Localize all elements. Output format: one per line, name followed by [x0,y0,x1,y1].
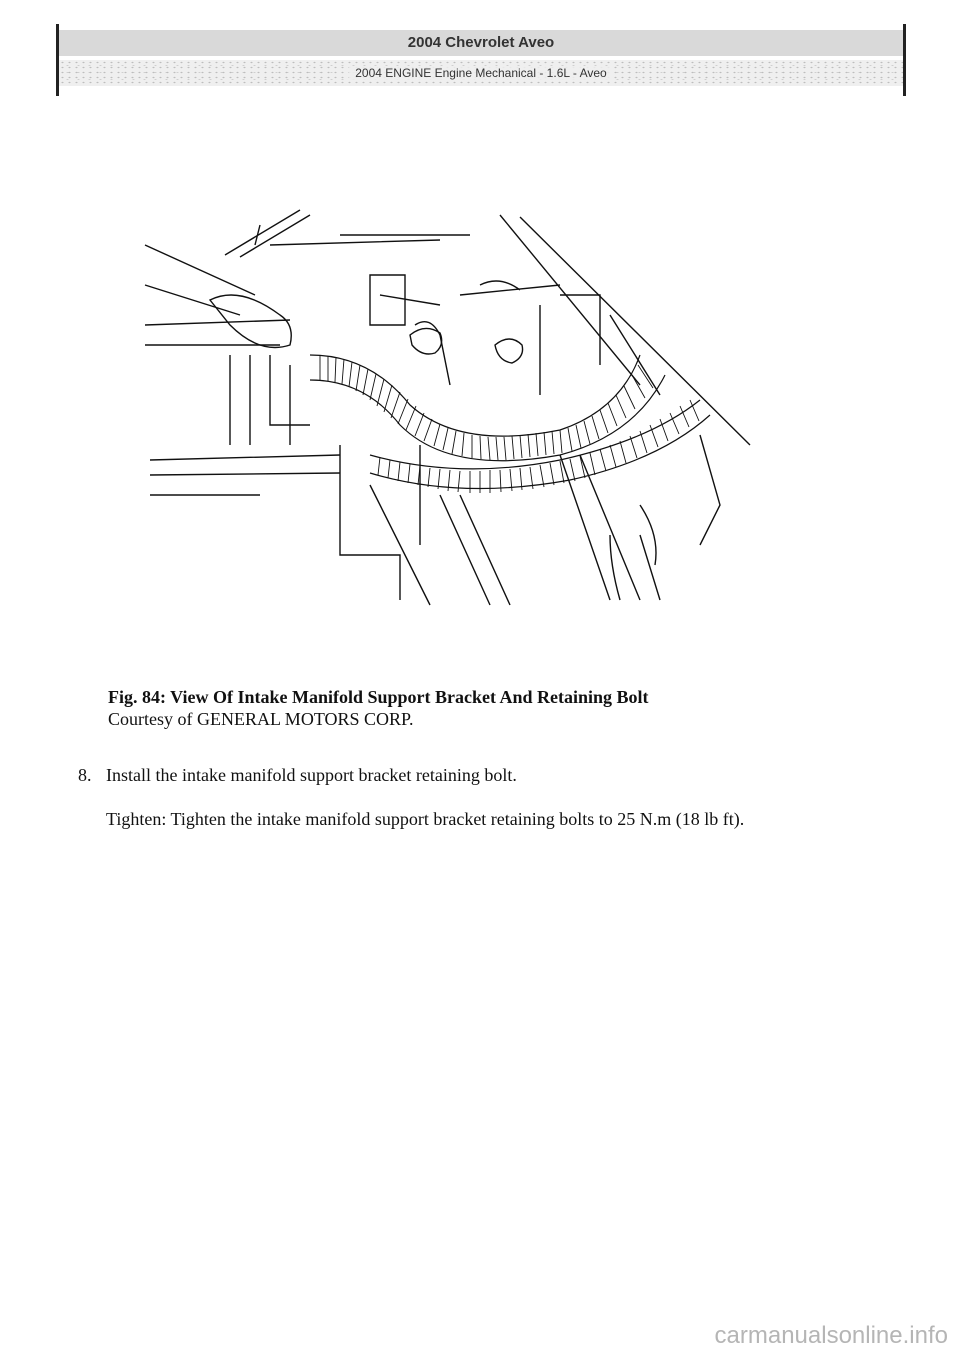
diagram-left-hoses [145,245,340,495]
step-text: Install the intake manifold support bracket retaining bolt. [106,765,517,785]
diagram-bolt [410,328,523,363]
site-watermark: carmanualsonline.info [714,1322,948,1349]
header-title: 2004 Chevrolet Aveo [59,30,903,56]
engine-diagram-figure [140,205,760,610]
header-subtitle-text: 2004 ENGINE Engine Mechanical - 1.6L - Aveo [349,66,612,80]
diagram-components [370,275,600,395]
step-number: 8. [78,765,92,785]
figure-caption [108,686,868,730]
diagram-right-lines [560,435,720,600]
diagram-bracket [230,355,510,605]
diagram-harness-ribs [320,355,699,493]
figure-caption-title: Fig. 84: View Of Intake Manifold Support Bracket And Retaining Bolt [108,687,649,707]
diagram-harness-outer [310,375,665,461]
tighten-spec: Tighten: Tighten the intake manifold support bracket retaining bolts to 25 N.m (18 lb ft). [106,809,745,829]
page-header [56,24,906,96]
header-subtitle [59,60,903,86]
diagram-top-lines [225,210,750,445]
figure-credit: Courtesy of GENERAL MOTORS CORP. [108,709,414,729]
